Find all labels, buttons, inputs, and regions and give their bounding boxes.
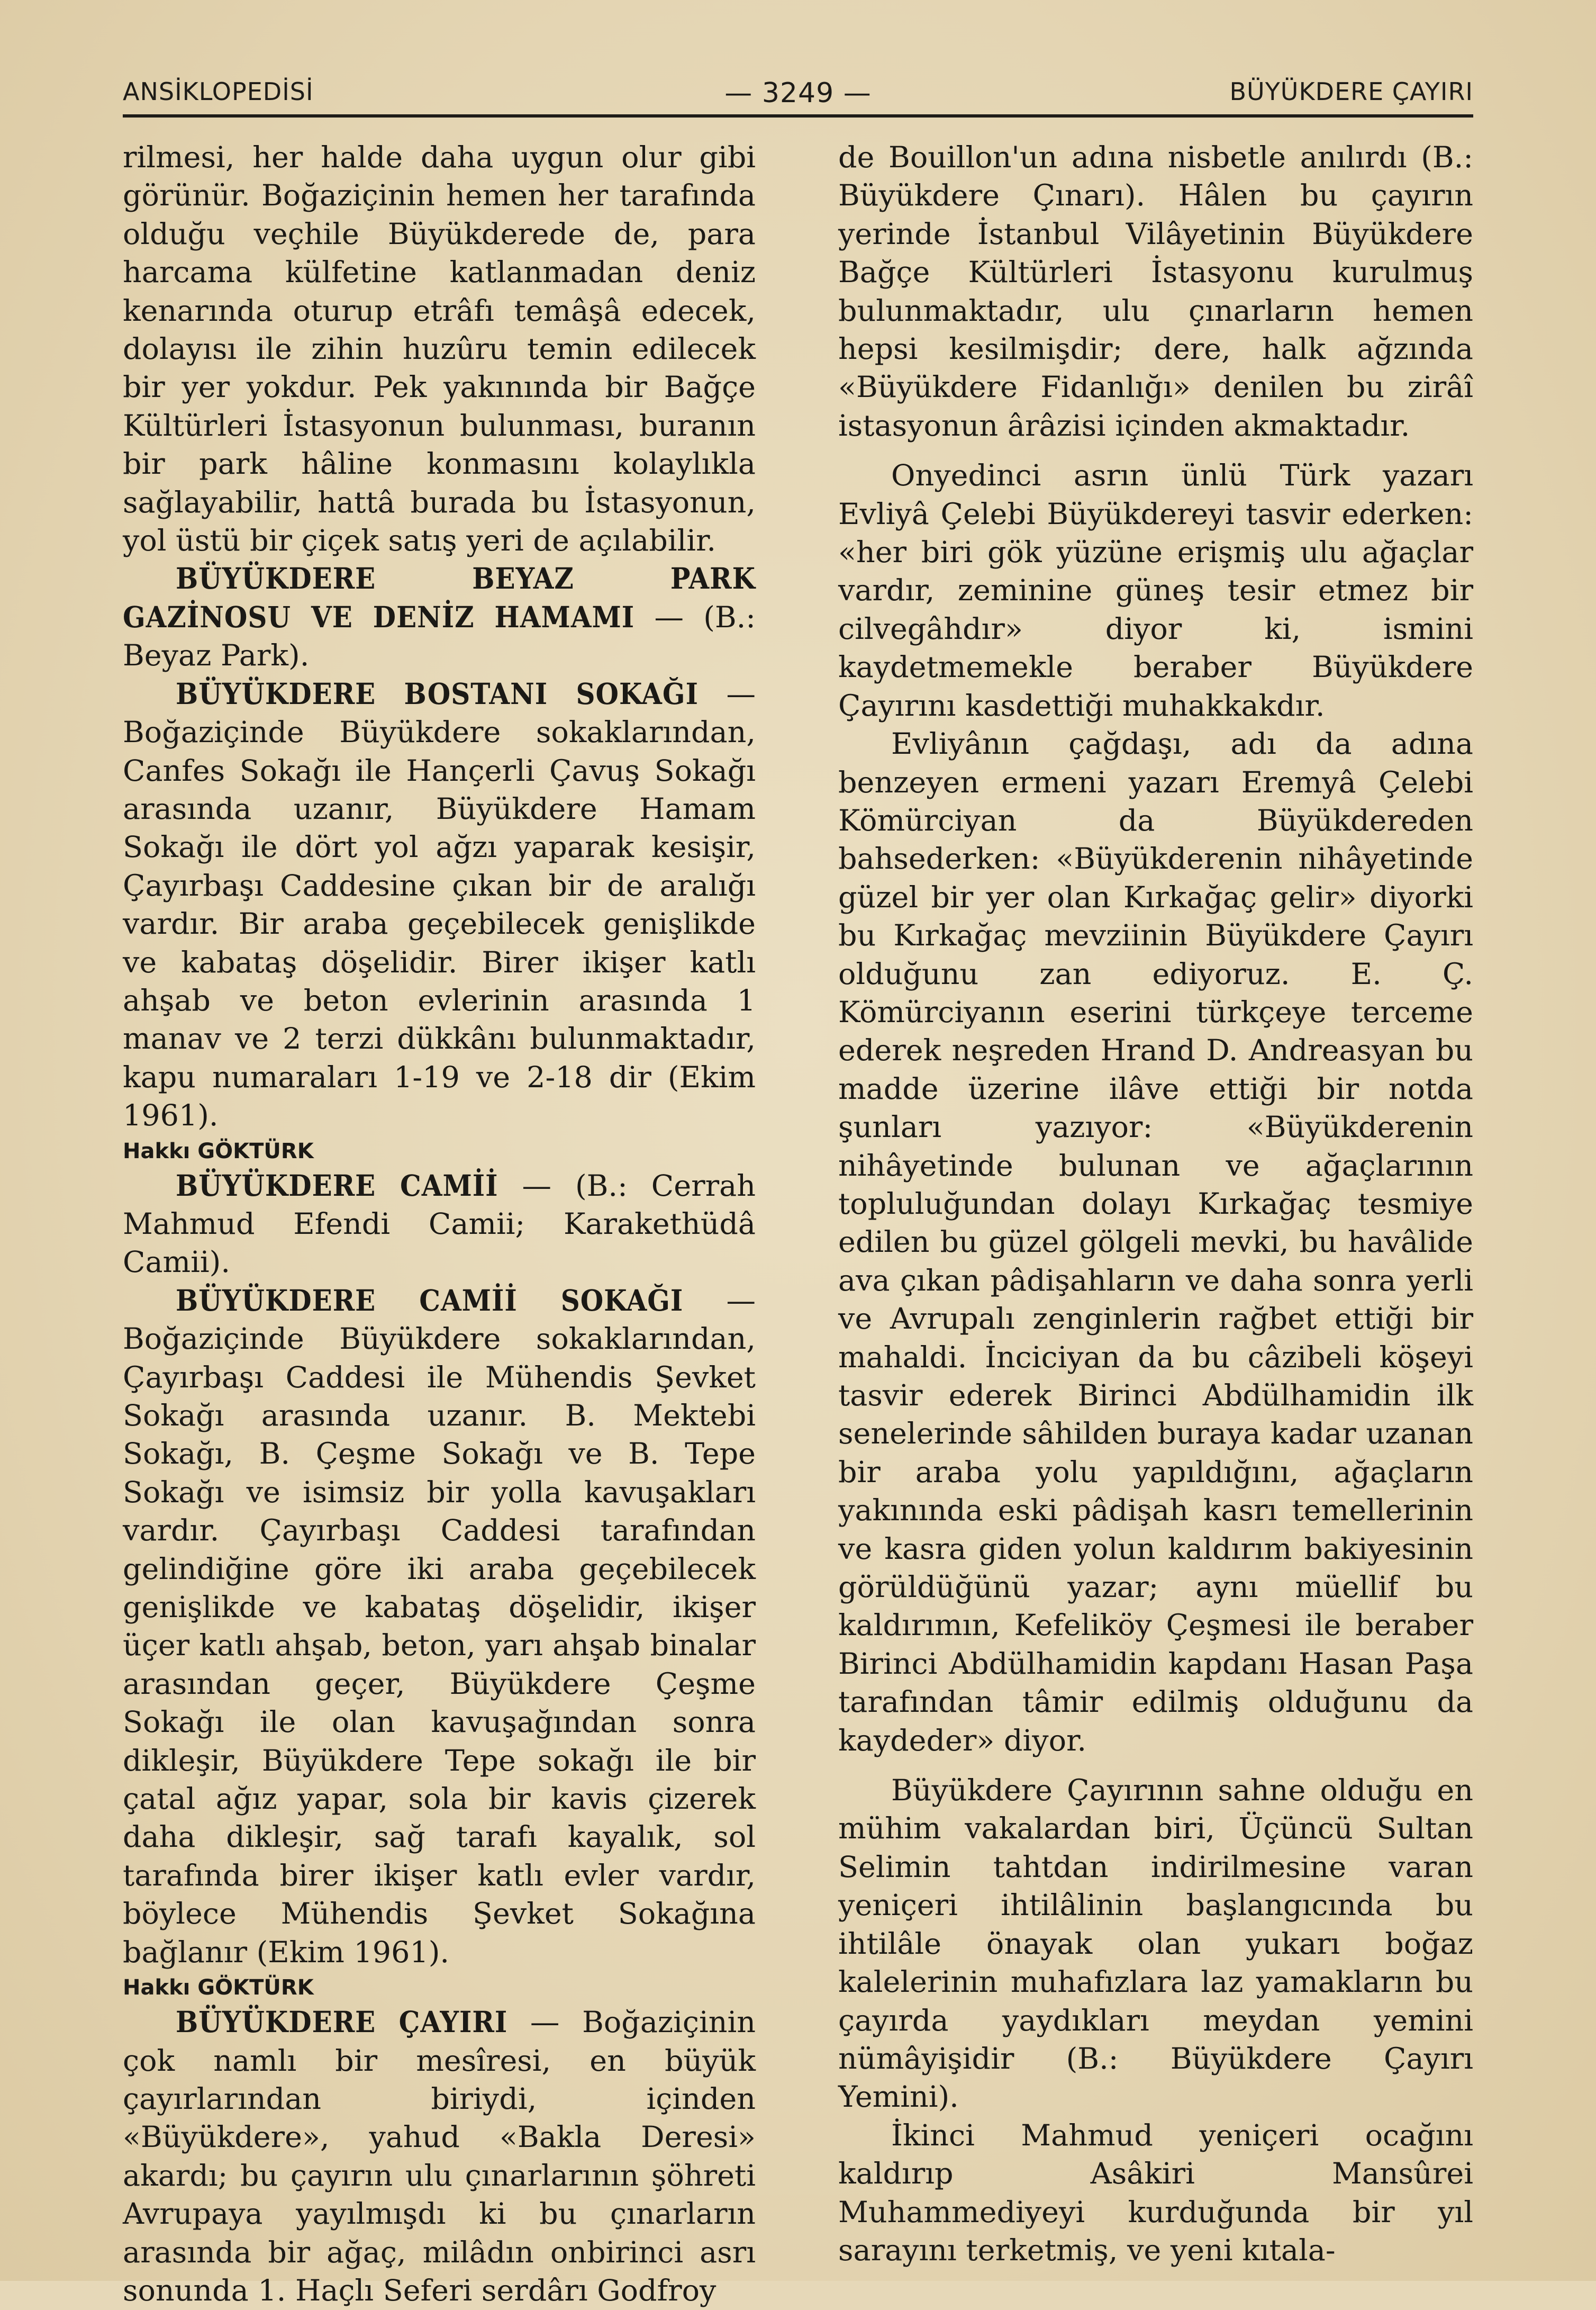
right-paragraph-5: İkinci Mahmud yeniçeri ocağını kaldırıp Asâkiri Mansûrei Muhammediyeyi kurduğunda bir yıl sarayını terketmiş, ve yeni kıtala- <box>838 2118 1473 2268</box>
right-paragraph-3: Evliyânın çağdaşı, adı da adına benzeyen ermeni yazarı Eremyâ Çelebi Kömürciyan da Büyükdereden bahsederken: «Büyükderenin nihâyetinde güzel bir yer olan Kırkağaç gelir» diyorki bu Kırkağaç mevziinin Büyükdere Çayırı olduğunu zan ediyoruz. E. Ç. Kömürciyanın eserini türkçeye terceme ederek neşreden Hrand D. Andreasyan bu madde üzerine ilâve ettiği bir notda şunları yazıyor: «Büyükderenin nihâyetinde bulunan ve ağaçlarının topluluğundan dolayı Kırkağaç tesmiye edilen bu güzel gölgeli mevki, bu havâlide ava çıkan pâdişahların ve daha sonra yerli ve Avrupalı zenginlerin rağbet ettiği bir mahaldi. İnciciyan da bu câzibeli köşeyi tasvir ederek Birinci Abdülhamidin ilk senelerinde sâhilden buraya kadar uzanan bir araba yolu yapıldığını, ağaçların yakınında eski pâdişah kasrı temellerinin ve kasra giden yolun kaldırım bakiyesinin görüldüğünü yazar; aynı müellif bu kaldırımın, Kefeliköy Çeşmesi ile beraber Birinci Abdülhamidin kapdanı Hasan Paşa tarafından tâmir edilmiş olduğunu da kaydeder» diyor. <box>838 727 1473 1758</box>
page-header <box>123 73 1473 110</box>
entry-headword: BÜYÜKDERE ÇAYIRI <box>176 2005 508 2040</box>
entry-camii <box>123 1167 756 1282</box>
header-encyclopedia-title: ANSİKLOPEDİSİ <box>123 77 314 106</box>
entry-headword: BÜYÜKDERE BOSTANI SOKAĞI <box>176 676 699 711</box>
entry-beyaz-park <box>123 560 756 675</box>
entry-headword: BÜYÜKDERE BEYAZ PARK GAZİNOSU VE DENİZ HAMAMI <box>123 562 756 635</box>
author-signature: Hakkı GÖKTÜRK <box>123 1139 314 1163</box>
header-entry-range: BÜYÜKDERE ÇAYIRI <box>1229 77 1473 106</box>
right-column <box>838 139 1473 2270</box>
entry-cayiri <box>123 2004 756 2310</box>
left-column <box>123 139 756 2310</box>
entry-body: — (B.: Cerrah Mahmud Efendi Camii; Karakethüdâ Camii). <box>123 1168 756 1280</box>
entry-bostani-sokagi <box>123 675 756 1135</box>
entry-body: — Boğaziçinde Büyükdere sokaklarından, Canfes Sokağı ile Hançerli Çavuş Sokağı arasında uzanır, Büyükdere Hamam Sokağı ile dört yol ağzı yaparak kesişir, Çayırbaşı Caddesine çıkan bir de aralığı vardır. Bir araba geçebilecek genişlikde ve kabataş döşelidir. Birer ikişer katlı ahşab ve beton evlerinin arasında 1 manav ve 2 terzi dükkânı bulunmaktadır, kapu numaraları 1-19 ve 2-18 dir (Ekim 1961). <box>123 676 756 1133</box>
entry-headword: BÜYÜKDERE CAMİİ <box>176 1168 498 1203</box>
entry-body: — (B.: Beyaz Park). <box>123 600 756 673</box>
right-paragraph-1: de Bouillon'un adına nisbetle anılırdı (B.: Büyükdere Çınarı). Hâlen bu çayırın yerinde İstanbul Vilâyetinin Büyükdere Bağçe Kültürleri İstasyonu kurulmuş bulunmaktadır, ulu çınarların hemen hepsi kesilmişdir; dere, halk ağzında «Büyükdere Fidanlığı» denilen bu zirâî istasyonun ârâzisi içinden akmaktadır. <box>838 140 1473 443</box>
right-paragraph-2: Onyedinci asrın ünlü Türk yazarı Evliyâ Çelebi Büyükdereyi tasvir ederken: «her biri gök yüzüne erişmiş ulu ağaçlar vardır, zeminine güneş tesir etmez bir cilvegâhdır» diyor ki, ismini kaydetmemekle beraber Büyükdere Çayırını kasdettiği muhakkakdır. <box>838 458 1473 723</box>
entry-body: — Boğaziçinde Büyükdere sokaklarından, Çayırbaşı Caddesi ile Mühendis Şevket Sokağı arasında uzanır. B. Mektebi Sokağı, B. Çeşme Sokağı ve B. Tepe Sokağı ve isimsiz bir yolla kavuşakları vardır. Çayırbaşı Caddesi tarafından gelindiğine göre iki araba geçebilecek genişlikde ve kabataş döşelidir, ikişer üçer katlı ahşab, beton, yarı ahşab binalar arasından geçer, Büyükdere Çeşme Sokağı ile olan kavuşağından sonra dikleşir, Büyükdere Tepe sokağı ile bir çatal ağız yapar, sola bir kavis çizerek daha dikleşir, sağ tarafı kayalık, sol tarafında birer ikişer katlı evler vardır, böylece Mühendis Şevket Sokağına bağlanır (Ekim 1961). <box>123 1283 756 1970</box>
author-signature: Hakkı GÖKTÜRK <box>123 1975 314 2000</box>
left-paragraph-continuation: rilmesi, her halde daha uygun olur gibi görünür. Boğaziçinin hemen her tarafında olduğu veçhile Büyükderede de, para harcama külfetine katlanmadan deniz kenarında oturup etrâfı temâşâ edecek, dolayısı ile zihin huzûru temin edilecek bir yer yokdur. Pek yakınında bir Bağçe Kültürleri İstasyonun bulunması, buranın bir park hâline konmasını kolaylıkla sağlayabilir, hattâ burada bu İstasyonun, yol üstü bir çiçek satış yeri de açılabilir. <box>123 140 756 558</box>
header-rule <box>123 114 1473 118</box>
header-page-number: — 3249 — <box>724 77 872 109</box>
entry-body: — Boğaziçinin çok namlı bir mesîresi, en büyük çayırlarından biriydi, içinden «Büyükdere», yahud «Bakla Deresi» akardı; bu çayırın ulu çınarlarının şöhreti Avrupaya yayılmışdı ki bu çınarların arasında bir ağaç, milâdın onbirinci asrı sonunda 1. Haçlı Seferi serdârı Godfroy <box>123 2005 756 2308</box>
right-paragraph-4: Büyükdere Çayırının sahne olduğu en mühim vakalardan biri, Üçüncü Sultan Selimin tahtdan indirilmesine varan yeniçeri ihtilâlinin başlangıcında bu ihtilâle önayak olan yukarı boğaz kalelerinin muhafızlara laz yamakların bu çayırda yaydıkları meydan yemini nümâyişidir (B.: Büyükdere Çayırı Yemini). <box>838 1773 1473 2115</box>
entry-headword: BÜYÜKDERE CAMİİ SOKAĞI <box>176 1283 684 1318</box>
entry-camii-sokagi <box>123 1282 756 1972</box>
